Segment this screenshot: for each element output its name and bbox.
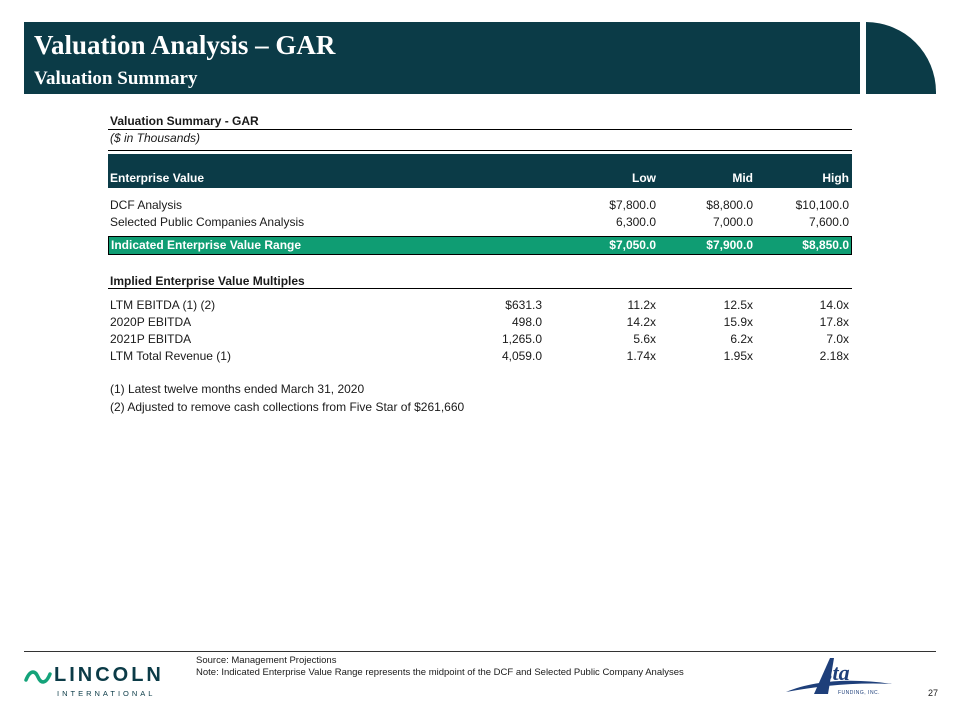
- note-line: Note: Indicated Enterprise Value Range represents the midpoint of the DCF and Selected Public Company Analyses: [196, 667, 684, 678]
- high-value: 14.0x: [819, 298, 849, 312]
- source-notes: [196, 655, 684, 679]
- table-row: [108, 198, 852, 214]
- mid-value: 7,000.0: [712, 215, 753, 229]
- indicated-range-row: [108, 236, 852, 255]
- row-label: DCF Analysis: [110, 198, 183, 212]
- base-value: 1,265.0: [501, 332, 542, 346]
- table-units: ($ in Thousands): [110, 131, 201, 145]
- base-value: 498.0: [511, 315, 542, 329]
- mid-value: $7,900.0: [706, 238, 753, 252]
- page-title: Valuation Analysis – GAR: [34, 30, 336, 60]
- low-value: 6,300.0: [615, 215, 656, 229]
- col-low-header: Low: [632, 171, 656, 185]
- table-row: [108, 315, 852, 331]
- mid-value: 12.5x: [723, 298, 753, 312]
- lincoln-subtitle: INTERNATIONAL: [57, 689, 156, 698]
- divider: [108, 129, 852, 130]
- low-value: 11.2x: [627, 298, 656, 312]
- col-mid-header: Mid: [732, 171, 753, 185]
- high-value: $10,100.0: [795, 198, 849, 212]
- multiples-header: Implied Enterprise Value Multiples: [110, 274, 305, 288]
- row-label: 2021P EBITDA: [110, 332, 192, 346]
- divider: [108, 150, 852, 151]
- corner-decoration: [866, 22, 936, 94]
- table-row: [108, 332, 852, 348]
- row-label: LTM EBITDA (1) (2): [110, 298, 216, 312]
- low-value: 5.6x: [633, 332, 656, 346]
- source-line: Source: Management Projections: [196, 655, 337, 666]
- row-label: Indicated Enterprise Value Range: [111, 238, 302, 252]
- table-row: [108, 298, 852, 314]
- high-value: 17.8x: [819, 315, 849, 329]
- mid-value: 15.9x: [723, 315, 753, 329]
- col-high-header: High: [822, 171, 849, 185]
- base-value: 4,059.0: [501, 349, 542, 363]
- asta-subtitle: FUNDING, INC.: [838, 690, 881, 696]
- asta-wordmark: sta: [824, 660, 850, 685]
- divider: [108, 288, 852, 289]
- page-number: 27: [928, 688, 939, 698]
- ev-header-label: Enterprise Value: [110, 171, 205, 185]
- low-value: 1.74x: [626, 349, 656, 363]
- low-value: $7,800.0: [609, 198, 656, 212]
- high-value: 7,600.0: [808, 215, 849, 229]
- high-value: 7.0x: [826, 332, 849, 346]
- table-row: [108, 215, 852, 231]
- title-banner: [24, 22, 860, 94]
- row-label: 2020P EBITDA: [110, 315, 192, 329]
- row-label: Selected Public Companies Analysis: [110, 215, 305, 229]
- mid-value: $8,800.0: [706, 198, 753, 212]
- table-row: [108, 349, 852, 365]
- table-title: Valuation Summary - GAR: [110, 114, 259, 128]
- footnote: (1) Latest twelve months ended March 31, 2020: [110, 382, 365, 396]
- asta-logo: [784, 654, 896, 704]
- lincoln-wordmark: LINCOLN: [54, 664, 164, 686]
- footer-divider: [24, 651, 936, 652]
- mid-value: 6.2x: [730, 332, 753, 346]
- row-label: LTM Total Revenue (1): [110, 349, 231, 363]
- footnote: (2) Adjusted to remove cash collections from Five Star of $261,660: [110, 400, 465, 414]
- low-value: $7,050.0: [609, 238, 656, 252]
- base-value: $631.3: [505, 298, 542, 312]
- high-value: $8,850.0: [802, 238, 849, 252]
- page-subtitle: Valuation Summary: [34, 68, 198, 89]
- low-value: 14.2x: [626, 315, 656, 329]
- mid-value: 1.95x: [723, 349, 753, 363]
- wave-logo-icon: [24, 665, 52, 689]
- high-value: 2.18x: [819, 349, 849, 363]
- enterprise-value-header: [108, 154, 852, 188]
